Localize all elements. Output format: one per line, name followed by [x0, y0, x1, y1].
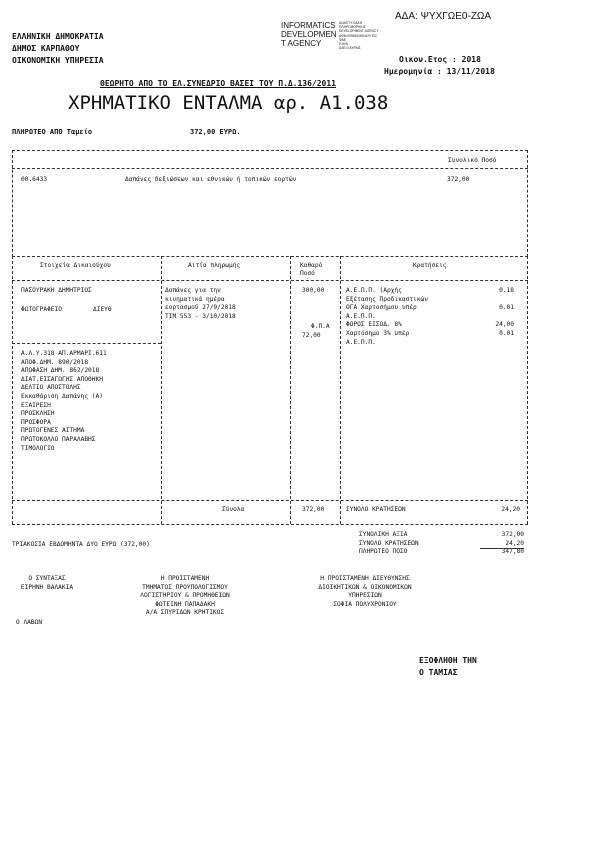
net-value-2: 72,00 — [302, 332, 321, 339]
deduction-value: 24,00 — [495, 321, 514, 329]
document-item: ΠΡΟΣΚΛΗΣΗ — [21, 410, 55, 418]
fiscal-year: Οικον.Ετος : 2018 — [399, 55, 481, 64]
vendor-fine-line: ΑΛΕΞΙ ΑΥΡΑΙΣ — [339, 46, 361, 51]
vendor-fine-line: Ρ.ΑΥΑ — [339, 42, 348, 47]
document-item: Α.Λ.Υ.318 ΑΠ.ΑΡΜΑΡΙ.611 — [21, 350, 107, 357]
summary-payable-label: ΠΛΗΡΩΤΕΟ ΠΟΣΟ — [359, 548, 408, 556]
document-title: ΧΡΗΜΑΤΙΚΟ ΕΝΤΑΛΜΑ αρ. Α1.038 — [68, 92, 389, 114]
payable-label: ΠΛΗΡΩΤΕΟ ΑΠΟ Ταμείο — [12, 128, 93, 136]
net-value-1: 300,00 — [302, 287, 325, 294]
fiscal-year-label: Οικον.Ετος — [399, 55, 448, 64]
vat-label: Φ.Π.Α — [311, 323, 330, 330]
expense-table-left-border — [12, 150, 13, 257]
signature-receiver: Ο ΛΑΒΩΝ — [16, 619, 43, 626]
vendor-fine-print — [339, 21, 379, 50]
beneficiary-trade: ΦΩΤΟΓΡΑΦΕΙΟ — [21, 306, 62, 313]
signature-role: Η ΠΡΟΙΣΤΑΜΕΝΗ — [160, 575, 210, 582]
vendor-logo — [281, 21, 337, 48]
expense-table-right-border — [527, 150, 528, 257]
reason-line: ΤΙΜ 553 - 3/10/2018 — [165, 312, 236, 320]
signature-role: ΤΜΗΜΑΤΟΣ ΠΡΟΥΠΟΛΟΓΙΣΜΟΥ — [142, 583, 228, 591]
deduction-label: Α.Ε.Π.Π. — [346, 312, 376, 320]
signature-name: Α/Α ΣΠΥΡΙΔΩΝ ΚΡΗΤΙΚΟΣ — [145, 609, 225, 617]
reason-line: εορτασμού 27/9/2018 — [165, 304, 236, 311]
totals-net: 372,00 — [302, 506, 325, 513]
signature-name: ΦΩΤΕΙΝΗ ΠΑΠΑΔΑΚΗ — [155, 600, 215, 608]
vendor-fine-line: ΑΦΜ 099991160 ΔΟΥ ΕΙΣ — [339, 33, 378, 38]
summary-rule — [480, 548, 524, 549]
reason-line: Δαπάνες για την — [165, 287, 221, 294]
net-amount-header — [300, 262, 322, 278]
reason-line: κινηματικά ημέρα — [165, 295, 225, 303]
ada-code: ΑΔΑ: ΨΥΧΓΩΕ0-ΖΩΑ — [395, 11, 492, 22]
deduction-value — [480, 296, 514, 305]
signature-role: Η ΠΡΟΙΣΤΑΜΕΝΗ ΔΙΕΥΘΥΝΣΗΣ — [320, 575, 410, 582]
detail-col-divider-3 — [340, 256, 341, 524]
signature-name: ΣΟΦΙΑ ΠΟΛΥΧΡΟΝΙΟΥ — [333, 600, 397, 608]
deductions-header: Κρατήσεις — [413, 262, 447, 269]
audit-endorsement: ΘΕΩΡΗΤΟ ΑΠΟ ΤΟ ΕΛ.ΣΥΝΕΔΡΙΟ ΒΑΣΕΙ ΤΟΥ Π.Δ.136/2011 — [100, 79, 337, 88]
deduction-value: 0.01 — [499, 304, 514, 312]
payment-reason-header: Αιτία πληρωμής — [188, 262, 241, 269]
detail-header-rule — [12, 280, 528, 281]
deductions-values — [480, 287, 514, 347]
detail-left-border — [12, 256, 13, 524]
expense-code: 00.6433 — [21, 176, 48, 183]
summary-total-value: 372,00 — [501, 531, 524, 538]
detail-col-divider-1 — [161, 256, 162, 524]
issue-date: Ημερομηνία : 13/11/2018 — [384, 67, 495, 76]
deductions-list — [346, 287, 428, 347]
deduction-value: 0.18 — [499, 287, 514, 294]
deduction-label: ΟΓΑ Χαρτοσήμου υπέρ — [346, 304, 417, 312]
signature-department-head — [100, 575, 270, 618]
document-item: Εκκαθάριση Δαπάνης (Α) — [21, 392, 103, 400]
deduction-label: Α.Ε.Π.Π. (Αρχής — [346, 287, 402, 294]
detail-col-divider-2 — [290, 256, 291, 524]
beneficiary-rule — [12, 343, 161, 344]
expense-table-header-rule — [12, 168, 528, 169]
document-item: ΑΠΟΦ.ΔΗΜ. 890/2018 — [21, 358, 89, 366]
signature-director — [280, 575, 450, 609]
deduction-value: 0.01 — [499, 329, 514, 337]
signature-role: ΛΟΓΙΣΤΗΡΙΟΥ & ΠΡΟΜΗΘΕΙΩΝ — [140, 592, 230, 600]
document-item: ΔΕΛΤΙΟ ΑΠΟΣΤΟΛΗΣ — [21, 384, 81, 392]
fiscal-year-value: 2018 — [461, 55, 481, 64]
expense-description: Δαπάνες δεξιώσεων και εθνικών ή τοπικών εορτών — [125, 176, 297, 183]
beneficiary-afm: ΔΙΕΥΘ — [93, 306, 112, 313]
issue-date-label: Ημερομηνία — [384, 67, 433, 76]
cashier-block — [419, 655, 477, 679]
vendor-fine-line: ΑΝΑΠΤΥΞΙΑΚΗ — [339, 21, 363, 25]
summary-labels — [359, 531, 419, 557]
issue-date-value: 13/11/2018 — [446, 67, 495, 76]
document-item: ΕΞΑΙΡΕΣΗ — [21, 401, 51, 409]
amount-in-words: ΤΡΙΑΚΟΣΙΑ ΕΒΔΟΜΗΝΤΑ ΔΥΟ ΕΥΡΩ (372,00) — [12, 541, 150, 548]
document-item: ΔΙΑΤ.ΕΙΣΑΓΩΓΗΣ ΑΠΟΘΗΚΗ — [21, 375, 103, 383]
cashier-paid-on: ΕΞΟΦΛΗΘΗ ΤΗΝ — [419, 656, 477, 665]
detail-right-border — [527, 256, 528, 524]
deduction-label: Εξέτασης Προδικαστικών — [346, 295, 428, 303]
expense-table-bottom-rule — [12, 256, 528, 257]
net-header-line-2: Ποσό — [300, 270, 315, 277]
payment-reason — [165, 287, 236, 321]
vendor-logo-line-2: DEVELOPMEN — [281, 30, 337, 39]
document-item: ΤΙΜΟΛΟΓΙΟ — [21, 444, 55, 452]
summary-total-label: ΣΥΝΟΛΙΚΗ ΑΞΙΑ — [359, 531, 408, 538]
document-item: ΠΡΟΣΦΟΡΑ — [21, 418, 51, 426]
summary-values — [480, 531, 524, 557]
signature-name: ΕΙΡΗΝΗ ΒΑΛΑΚΙΑ — [20, 583, 74, 591]
vendor-logo-line-1: INFORMATICS — [281, 21, 336, 30]
deduction-label: ΦΟΡΟΣ ΕΙΣΟΔ. 8% — [346, 321, 402, 329]
issuer-line-1: ΕΛΛΗΝΙΚΗ ΔΗΜΟΚΡΑΤΙΑ — [12, 32, 104, 41]
cashier-title: Ο ΤΑΜΙΑΣ — [419, 668, 458, 677]
issuer-line-2: ΔΗΜΟΣ ΚΑΡΠΑΘΟΥ — [12, 44, 80, 53]
payable-amount: 372,00 ΕΥΡΩ. — [190, 128, 241, 136]
document-item: ΠΡΩΤΟΓΕΝΕΣ ΑΙΤΗΜΑ — [21, 427, 85, 435]
signature-role: Ο ΣΥΝΤΑΞΑΣ — [28, 575, 66, 582]
total-amount-header: Συνολικό Ποσό — [448, 157, 497, 164]
totals-bottom-rule — [12, 524, 528, 525]
document-item: ΑΠΟΦΑΣΗ ΔΗΜ. 862/2018 — [21, 367, 100, 375]
totals-deductions-label: ΣΥΝΟΛΟ ΚΡΑΤΗΣΕΩΝ — [346, 506, 406, 513]
summary-deductions-value: 24,20 — [505, 539, 524, 547]
totals-top-rule — [12, 500, 528, 501]
payable-from — [12, 128, 92, 136]
issuer-line-3: ΟΙΚΟΝΟΜΙΚΗ ΥΠΗΡΕΣΙΑ — [12, 56, 104, 65]
signature-role: ΔΙΟΙΚΗΤΙΚΩΝ & ΟΙΚΟΝΟΜΙΚΩΝ — [318, 583, 412, 591]
totals-deductions-value: 24,20 — [501, 506, 520, 513]
beneficiary-name: ΠΑΣΟΥΡΑΚΗ ΔΗΜΗΤΡΙΟΣ — [21, 287, 92, 294]
expense-table-top-rule — [12, 150, 528, 151]
vendor-logo-line-3: T AGENCY — [281, 39, 322, 48]
deduction-label: Α.Ε.Π.Π. — [346, 338, 376, 346]
signature-composer — [12, 575, 82, 592]
vendor-fine-line: ΦΑΕ — [339, 37, 346, 42]
summary-payable-value: 347,80 — [501, 548, 524, 556]
vendor-fine-line: DEVELOPMENT AGENCY — [339, 29, 379, 34]
deduction-value — [480, 313, 514, 322]
summary-deductions-label: ΣΥΝΟΛΟ ΚΡΑΤΗΣΕΩΝ — [359, 539, 419, 547]
deduction-value — [480, 339, 514, 348]
beneficiary-data-header: Στοιχεία Δικαιούχου — [40, 262, 111, 269]
expense-amount: 372,00 — [447, 176, 470, 183]
signature-role: ΥΠΗΡΕΣΙΩΝ — [348, 592, 382, 600]
totals-label: Σύνολα — [222, 506, 245, 513]
document-item: ΠΡΩΤΟΚΟΛΛΟ ΠΑΡΑΛΑΒΗΣ — [21, 435, 96, 443]
supporting-documents — [21, 350, 107, 453]
deduction-label: Χαρτόσημο 3% υπέρ — [346, 329, 410, 337]
net-header-line-1: Καθαρό — [300, 262, 323, 269]
vendor-fine-line: ΠΛΗΡΟΦΟΡΙΚΗΣ — [339, 25, 366, 30]
issuer-block — [12, 31, 104, 67]
